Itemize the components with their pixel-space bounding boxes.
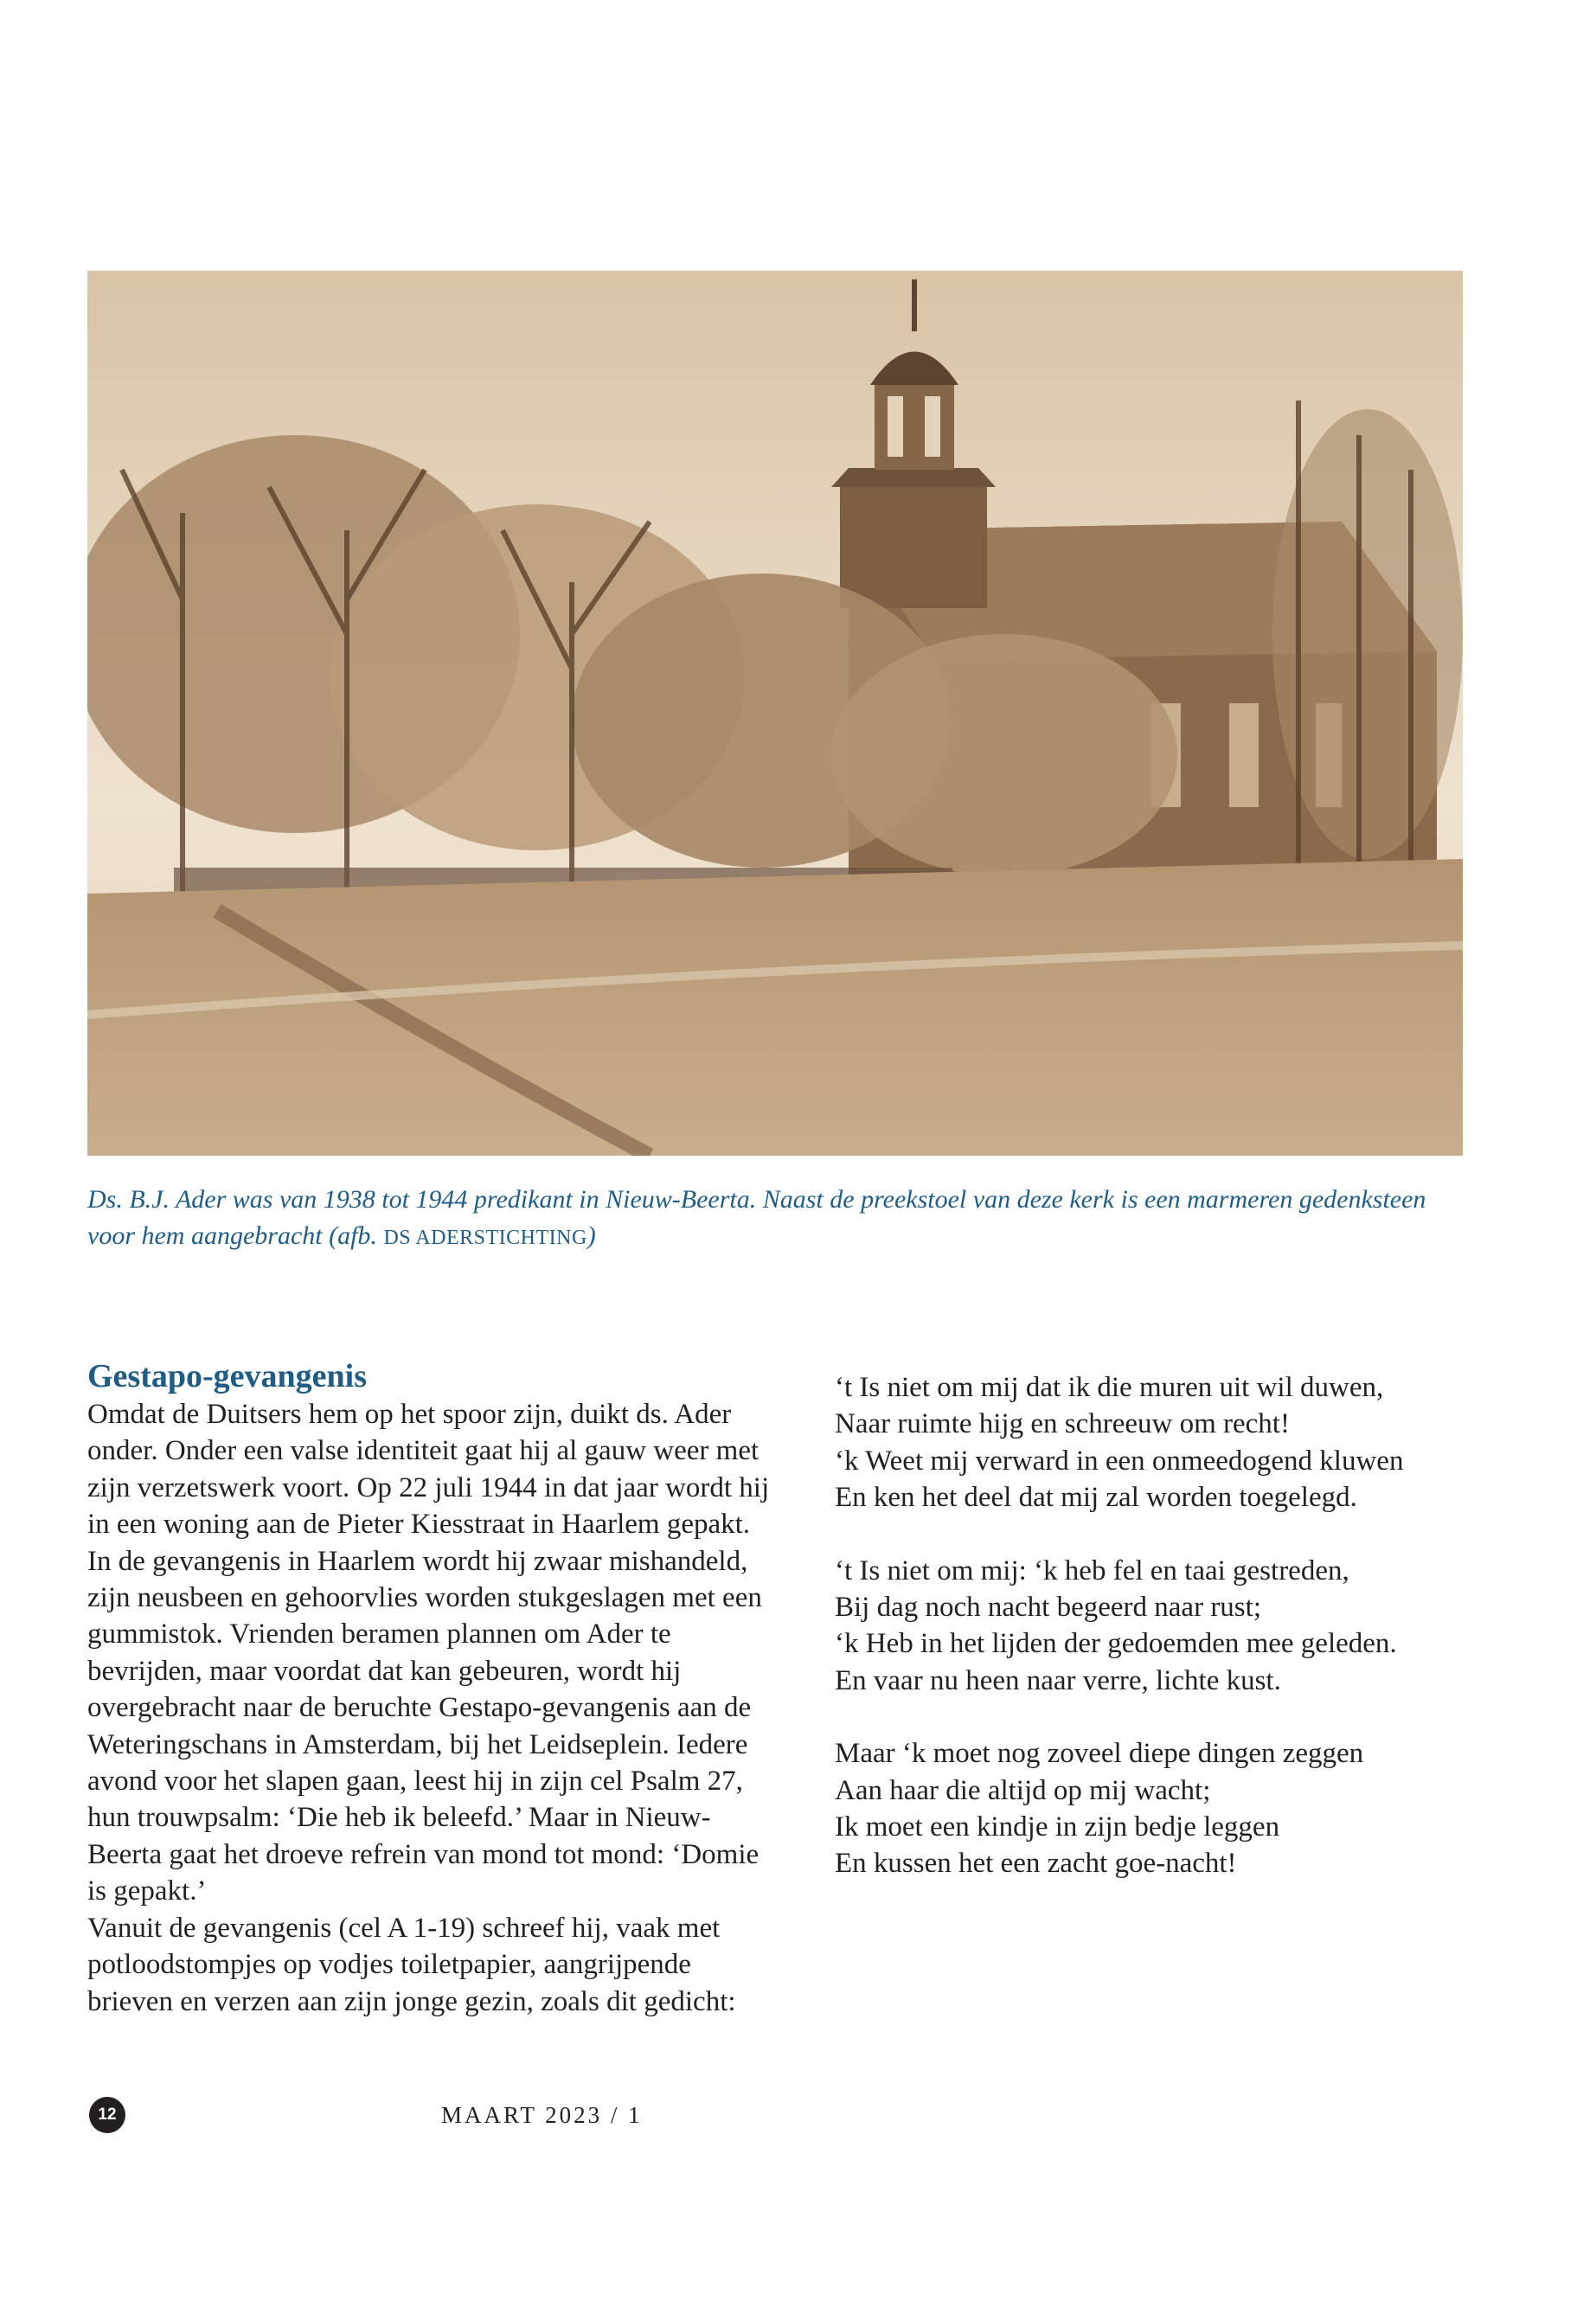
poem-line: ‘t Is niet om mij dat ik die muren uit wil duwen, (835, 1372, 1384, 1403)
article-right-column (794, 1369, 1486, 1919)
poem-line: ‘t Is niet om mij: ‘k heb fel en taai gestreden, (835, 1554, 1349, 1586)
section-heading: Gestapo-gevangenis (87, 1358, 367, 1394)
poem-line: Ik moet een kindje in zijn bedje leggen (835, 1811, 1280, 1843)
poem-line: En vaar nu heen naar verre, lichte kust. (835, 1664, 1281, 1696)
photo-caption (87, 1182, 1471, 1256)
article-left-column (87, 1356, 771, 2020)
article-paragraph: Vanuit de gevangenis (cel A 1-19) schreef hij, vaak met potloodstompjes op vodjes toiletpapier, aangrijpende brieven en verzen aan zijn jonge gezin, zoals dit gedicht: (87, 1912, 736, 2017)
poem-line: Aan haar die altijd op mij wacht; (835, 1774, 1211, 1806)
page-number-badge: 12 (89, 2097, 125, 2133)
poem (835, 1369, 1486, 1882)
caption-closing: ) (586, 1221, 596, 1250)
poem-line: ‘k Weet mij verward in een onmeedogend kluwen (835, 1445, 1404, 1477)
article-paragraph: Omdat de Duitsers hem op het spoor zijn, duikt ds. Ader onder. Onder een valse identiteit gaat hij al gauw weer met zijn verzetswerk voort. Op 22 juli 1944 in dat jaar wordt hij in een woning aan de Pieter Kiesstraat in Haarlem gepakt. In de gevangenis in Haarlem wordt hij zwaar mishandeld, zijn neusbeen en gehoorvlies worden stukgeslagen met een gummistok. Vrienden beramen plannen om Ader te bevrijden, maar voordat dat kan gebeuren, wordt hij overgebracht naar de beruchte Gestapo-gevangenis aan de Weteringschans in Amsterdam, bij het Leidseplein. Iedere avond voor het slapen gaan, leest hij in zijn cel Psalm 27, hun trouwpsalm: ‘Die heb ik beleefd.’ Maar in Nieuw-Beerta gaat het droeve refrein van mond tot mond: ‘Domie is gepakt.’ (87, 1399, 770, 1907)
poem-stanza (835, 1553, 1486, 1700)
caption-text: Ds. B.J. Ader was van 1938 tot 1944 predikant in Nieuw-Beerta. Naast de preekstoel van deze kerk is een marmeren gedenksteen voor hem aangebracht (afb. (87, 1185, 1426, 1250)
issue-label: MAART 2023 / 1 (441, 2102, 643, 2128)
poem-line: En ken het deel dat mij zal worden toegelegd. (835, 1482, 1357, 1514)
caption-credit: DS ADERSTICHTING (383, 1227, 587, 1249)
poem-line: ‘k Heb in het lijden der gedoemden mee geleden. (835, 1628, 1397, 1660)
poem-line: Bij dag noch nacht begeerd naar rust; (835, 1592, 1261, 1624)
poem-stanza (835, 1369, 1486, 1516)
poem-stanza (835, 1735, 1486, 1882)
church-photo (87, 271, 1463, 1156)
church-photo-illustration (87, 271, 1463, 1156)
poem-line: Maar ‘k moet nog zoveel diepe dingen zeggen (835, 1738, 1364, 1770)
poem-line: Naar ruimte hijg en schreeuw om recht! (835, 1408, 1290, 1440)
poem-line: En kussen het een zacht goe-nacht! (835, 1848, 1237, 1880)
